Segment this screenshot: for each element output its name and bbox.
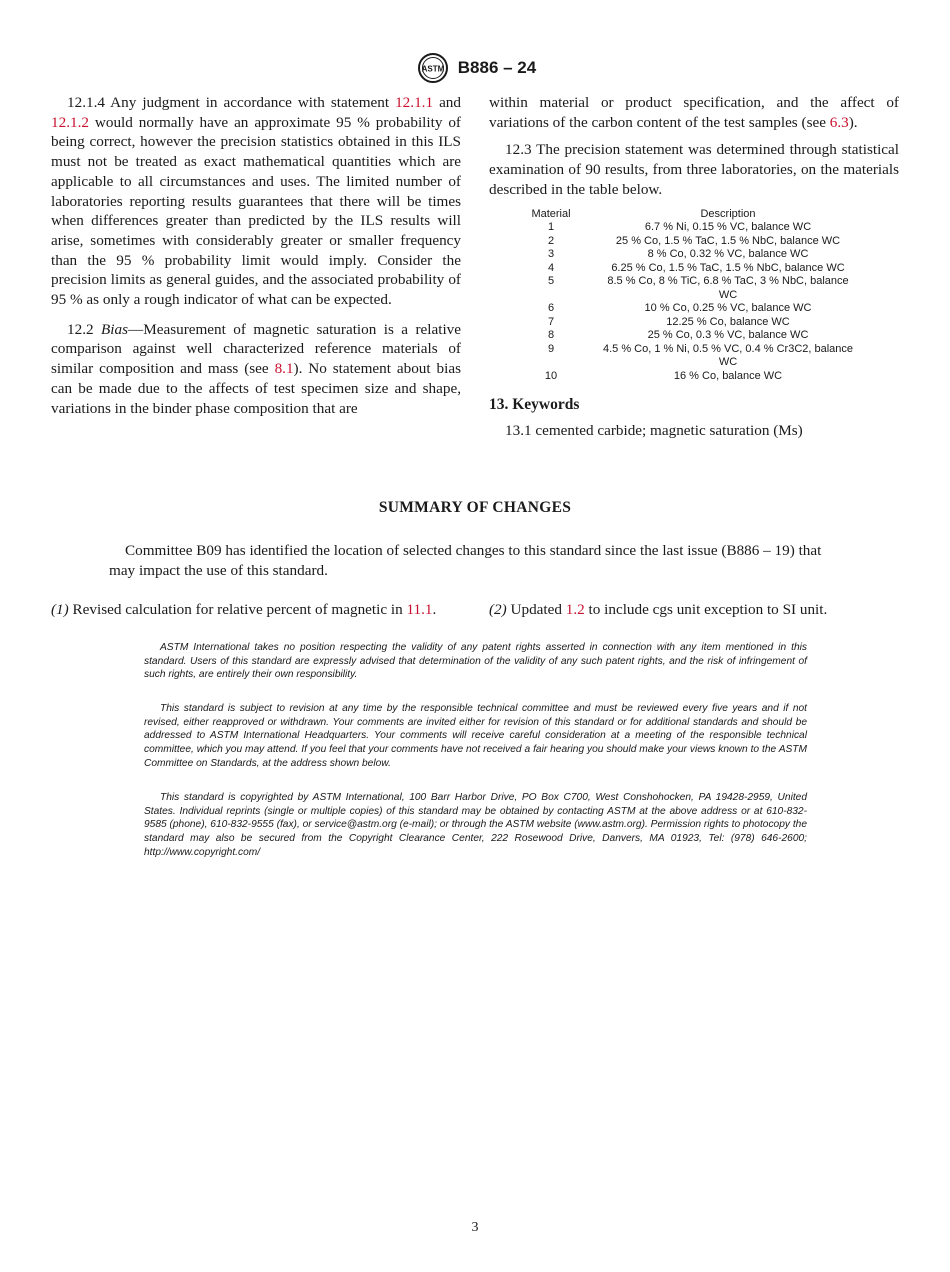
- paragraph-text: Any judgment in accordance with statement: [104, 94, 396, 111]
- right-column: [489, 93, 899, 440]
- description-cell: 4.5 % Co, 1 % Ni, 0.5 % VC, 0.4 % Cr3C2, balance WC: [602, 342, 854, 369]
- summary-intro-text: Committee B09 has identified the location of selected changes to this standard since the last issue (B886 – 19) that may impact the use of this standard.: [109, 542, 822, 579]
- revision-notice: This standard is subject to revision at any time by the responsible technical committee and must be reviewed every five years and if not revised, either reapproved or withdrawn. Your comments are invited either for revision of this standard or for additional standards and should be addressed to ASTM International Headquarters. Your comments will receive careful consideration at a meeting of the responsible technical committee, which you may attend. If you feel that your comments have not received a fair hearing you should make your views known to the ASTM Committee on Standards, at the address shown below.: [144, 703, 807, 769]
- ref-link-11-1[interactable]: 11.1: [406, 601, 433, 618]
- keywords-heading: 13. Keywords: [489, 396, 580, 414]
- description-cell: 12.25 % Co, balance WC: [666, 315, 790, 328]
- material-cell: 7: [547, 315, 555, 328]
- change-text: .: [432, 601, 437, 618]
- description-cell: 6.7 % Ni, 0.15 % VC, balance WC: [644, 221, 812, 234]
- description-cell: 8.5 % Co, 8 % TiC, 6.8 % TaC, 3 % NbC, balance WC: [607, 275, 849, 301]
- ref-link-8-1[interactable]: 8.1: [274, 360, 294, 378]
- change-number: (1): [51, 601, 69, 618]
- section-number: 12.2: [67, 320, 94, 338]
- column-header-material: Material: [531, 207, 571, 220]
- page-header: [0, 52, 950, 89]
- material-cell: 1: [547, 221, 555, 234]
- material-cell: 6: [547, 302, 555, 315]
- table-row: [517, 248, 857, 262]
- material-cell: 2: [547, 234, 555, 247]
- change-item-2: [489, 600, 827, 620]
- page-number: 3: [471, 1220, 479, 1235]
- paragraph-text: ). No statement about bias can be made due to the affects of test specimen size and shape, variations in the binder phase composition that are: [51, 360, 461, 417]
- paragraph-12-2: [51, 320, 461, 419]
- paragraph-text: and: [433, 94, 461, 111]
- description-cell: 10 % Co, 0.25 % VC, balance WC: [644, 302, 812, 315]
- term-bias: Bias: [101, 320, 129, 338]
- change-text: Updated: [506, 601, 566, 618]
- copyright-notice: This standard is copyrighted by ASTM International, 100 Barr Harbor Drive, PO Box C700, West Conshohocken, PA 19428-2959, United States. Individual reprints (single or multiple copies) of this standard may be obtained by contacting ASTM at the above address or at 610-832-9585 (phone), 610-832-9555 (fax), or service@astm.org (e-mail); or through the ASTM website (www.astm.org). Permission rights to photocopy the standard may also be secured from the Copyright Clearance Center, 222 Rosewood Drive, Danvers, MA 01923, Tel: (978) 646-2600; http://www.copyright.com/: [144, 792, 807, 858]
- section-number: 12.1.4: [67, 94, 105, 111]
- keywords-text: 13.1 cemented carbide; magnetic saturation (Ms): [505, 421, 803, 439]
- description-cell: 8 % Co, 0.32 % VC, balance WC: [647, 248, 809, 261]
- change-text: Revised calculation for relative percent of magnetic in: [68, 601, 407, 618]
- paragraph-12-2-continued: [489, 93, 899, 132]
- paragraph-12-1-4: [51, 93, 461, 310]
- ref-link-6-3[interactable]: 6.3: [829, 113, 849, 131]
- description-cell: 25 % Co, 0.3 % VC, balance WC: [647, 329, 809, 342]
- paragraph-text: —Measurement of magnetic saturation is a relative comparison against well characterized reference materials of similar composition and mass (see: [51, 320, 461, 378]
- table-row: [517, 370, 857, 384]
- material-cell: 5: [547, 275, 555, 288]
- ref-link-1-2[interactable]: 1.2: [565, 601, 585, 618]
- table-row: [517, 275, 857, 302]
- material-cell: 8: [547, 329, 555, 342]
- paragraph-text: ).: [848, 113, 858, 131]
- table-row: [517, 302, 857, 316]
- change-item-1: [51, 600, 436, 620]
- material-cell: 9: [547, 342, 555, 355]
- header-inner: [414, 52, 536, 84]
- left-column: [51, 93, 461, 428]
- section-number: 12.3: [505, 141, 532, 159]
- description-cell: 6.25 % Co, 1.5 % TaC, 1.5 % NbC, balance WC: [611, 261, 845, 274]
- summary-of-changes-title: SUMMARY OF CHANGES: [378, 499, 572, 516]
- logo-lettering: ASTM: [421, 64, 445, 74]
- paragraph-text: would normally have an approximate 95 % probability of being correct, however the precision statistics obtained in this ILS must not be treated as exact mathematical quantities which are applicable to all circumstances and uses. The limited number of laboratories reporting results guarantees that there will be times when differences greater than predicted by the ILS results will arise, sometimes with considerably greater or smaller frequency than the 95 % probability limit would imply. Consider the precision limits as general guides, and the associated probability of 95 % as only a rough indicator of what can be expected.: [51, 113, 461, 309]
- table-row: [517, 221, 857, 235]
- table-row: [517, 316, 857, 330]
- patent-notice: ASTM International takes no position respecting the validity of any patent rights asserted in connection with any item mentioned in this standard. Users of this standard are expressly advised that determination of the validity of any such patent rights, and the risk of infringement of such rights, are entirely their own responsibility.: [144, 642, 807, 681]
- paragraph-text: The precision statement was determined through statistical examination of 90 results, from three laboratories, on the materials described in the table below.: [489, 141, 899, 198]
- change-text: to include cgs unit exception to SI unit.: [584, 601, 828, 618]
- material-cell: 10: [544, 369, 558, 382]
- astm-logo-icon: [414, 52, 452, 84]
- material-cell: 3: [547, 248, 555, 261]
- table-row: [517, 262, 857, 276]
- table-header-row: [517, 208, 857, 222]
- paragraph-text: within material or product specification, and the affect of variations of the carbon content of the test samples (see: [489, 94, 899, 131]
- description-cell: 25 % Co, 1.5 % TaC, 1.5 % NbC, balance WC: [615, 234, 841, 247]
- ref-link-12-1-2[interactable]: 12.1.2: [51, 113, 89, 131]
- materials-table: [517, 208, 857, 384]
- ref-link-12-1-1[interactable]: 12.1.1: [395, 94, 434, 111]
- standard-designation: B886 – 24: [457, 58, 537, 77]
- table-row: [517, 235, 857, 249]
- table-row: [517, 329, 857, 343]
- description-cell: 16 % Co, balance WC: [673, 369, 783, 382]
- column-header-description: Description: [700, 207, 756, 220]
- material-cell: 4: [547, 261, 555, 274]
- paragraph-12-3: [489, 140, 899, 199]
- table-row: [517, 343, 857, 370]
- change-number: (2): [489, 601, 507, 618]
